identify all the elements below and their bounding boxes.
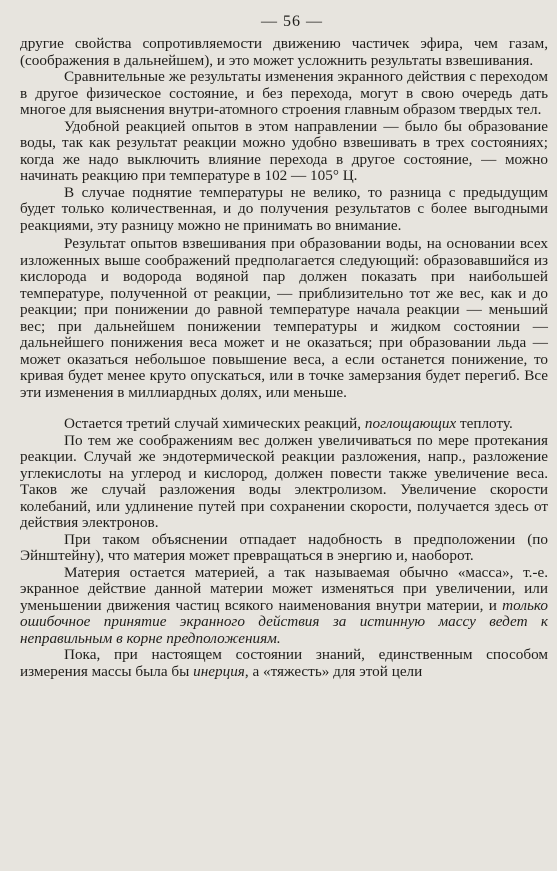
text-run: Сравнительные же результаты изменения экранного действия с переходом в другое физическое состояние, и без перехода, могут в свою очередь дать многое для выяснения внутри-атомного строения главным образом твердых тел. (20, 68, 548, 118)
paragraph (20, 433, 548, 532)
paragraph (20, 36, 548, 69)
paragraph (20, 69, 548, 119)
italic-text: инерция (193, 662, 245, 680)
text-run: Остается третий случай химических реакций, (64, 415, 365, 432)
body-text (20, 36, 548, 680)
text-run: В случае поднятие температуры не велико, то разница с предыдущим будет только количественная, и до получения результатов с более выгодными реакциями, эту разницу можно не принимать во внимание. (20, 183, 548, 234)
text-run: По тем же соображениям вес должен увеличиваться по мере протекания реакции. Случай же эндотермической реакции разложения, напр., разложение углекислоты на углерод и кислород, должен повести также увеличение веса. Таков же случай разложения воды электролизом. Увеличение скорости колебаний, или удлинение путей при сохранении скорости, получается здесь от действия электронов. (20, 431, 548, 531)
text-run: При таком объяснении отпадает надобность в предположении (по Эйнштейну), что материя может превращаться в энергию и, наоборот. (20, 530, 548, 564)
text-run: другие свойства сопротивляемости движению частичек эфира, чем газам, (соображения в дальнейшем), и это может усложнить результаты взвешивания. (20, 35, 548, 69)
italic-text: поглощающих (364, 415, 457, 432)
text-run: Пока, при настоящем состоянии знаний, единственным способом измерения массы была бы (20, 646, 548, 680)
text-run: Материя остается материей, а так называемая обычно «масса», т.-е. экранное действие данной материи может изменяться при увеличении, или уменьшении движения частиц всякого наименования внутри материи, и (20, 563, 548, 614)
paragraph (20, 236, 548, 401)
paragraph (20, 416, 548, 433)
paragraph (20, 565, 548, 648)
italic-text: только ошибочное принятие экранного действия за истинную массу ведет к неправильным в корне предположениям. (20, 596, 548, 647)
text-run: теплоту. (456, 415, 513, 432)
paragraph (20, 647, 548, 680)
paragraph (20, 119, 548, 185)
text-run: , а «тяжесть» для этой цели (244, 662, 423, 680)
paragraph (20, 185, 548, 235)
page-number: — 56 — (261, 13, 323, 30)
paragraph (20, 532, 548, 565)
text-run: Удобной реакцией опытов в этом направлении — было бы образование воды, так как результат реакции можно удобно взвешивать в трех состояниях; когда же надо выключить влияние перехода в другое состояние, — можно начинать реакцию при температуре в 102 — 105° Ц. (20, 117, 548, 184)
text-run: Результат опытов взвешивания при образовании воды, на основании всех изложенных выше соображений предполагается следующий: образовавшийся из кислорода и водорода водяной пар должен показать при наибольшей температуре, полученной от реакции, — приблизительно тот же вес, как и до реакции; при понижении до равной температуре начала реакции — меньший вес; при дальнейшем понижении температуры и жидком состоянии — дальнейшего понижения веса может и не оказаться; при образовании льда — может оказаться небольшое повышение веса, а если останется понижение, то кривая будет менее круто опускаться, или в точке замерзания будет перегиб. Все эти изменения в миллиардных долях, или меньше. (20, 235, 548, 401)
